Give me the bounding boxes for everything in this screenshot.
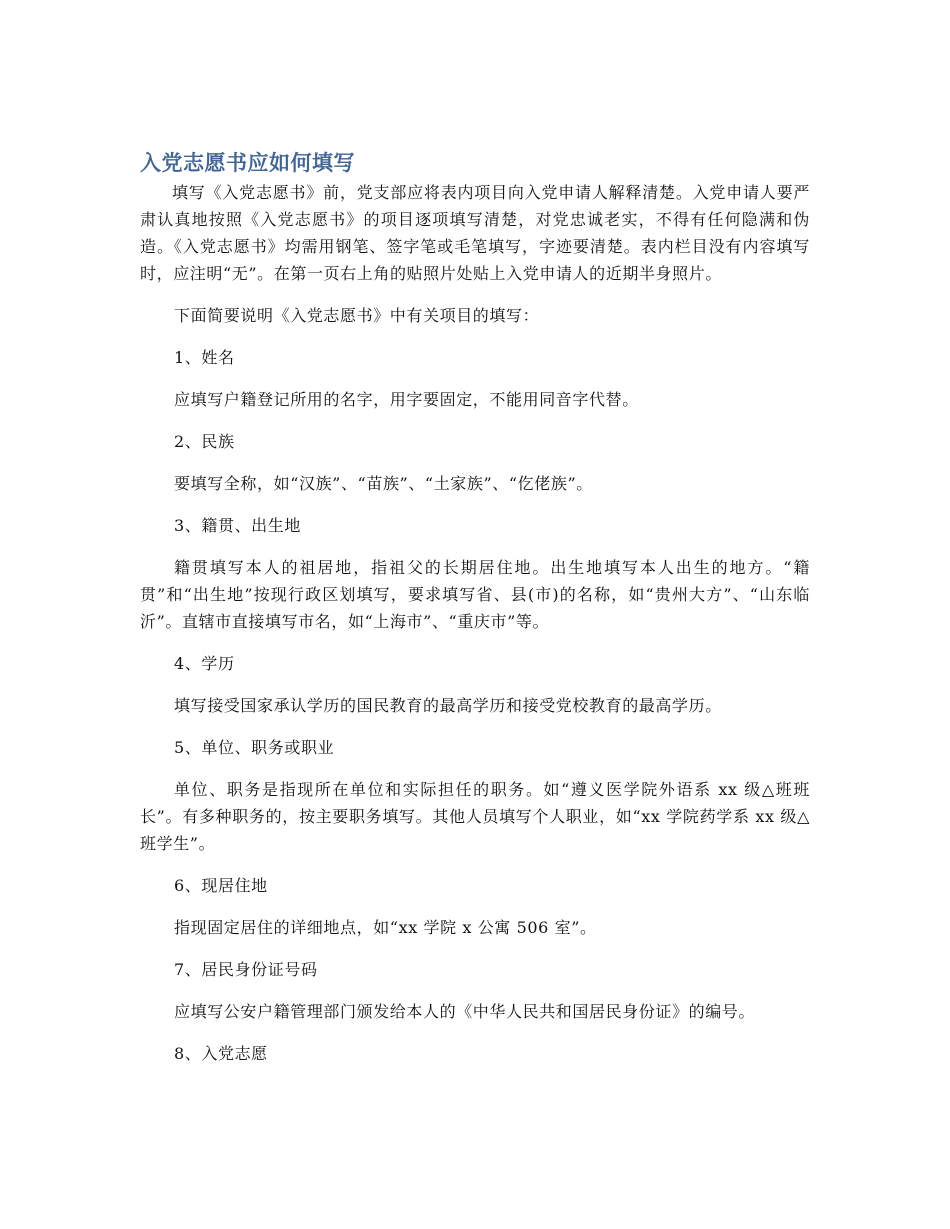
item-2-body: 要填写全称，如“汉族”、“苗族”、“土家族”、“仡佬族”。 (174, 474, 593, 493)
document-content (140, 148, 810, 1067)
item-4-body: 填写接受国家承认学历的国民教育的最高学历和接受党校教育的最高学历。 (174, 696, 722, 715)
item-2-heading: 2、民族 (174, 432, 235, 451)
item-5-body: 单位、职务是指现所在单位和实际担任的职务。如“遵义医学院外语系 xx 级△班班长”。有多种职务的，按主要职务填写。其他人员填写个人职业，如“xx 学院药学系 xx 级△班学生”。 (140, 780, 810, 853)
item-3-body: 籍贯填写本人的祖居地，指祖父的长期居住地。出生地填写本人出生的地方。“籍贯”和“出生地”按现行政区划填写，要求填写省、县(市)的名称，如“贵州大方”、“山东临沂”。直辖市直接填写市名，如“上海市”、“重庆市”等。 (140, 558, 810, 631)
item-6-body: 指现固定居住的详细地点，如“xx 学院 x 公寓 506 室”。 (174, 918, 597, 937)
document-title: 入党志愿书应如何填写 (140, 151, 355, 175)
intro-paragraph: 填写《入党志愿书》前，党支部应将表内项目向入党申请人解释清楚。入党申请人要严肃认真地按照《入党志愿书》的项目逐项填写清楚，对党忠诚老实，不得有任何隐满和伪造。《入党志愿书》均需用钢笔、签字笔或毛笔填写，字迹要清楚。表内栏目没有内容填写时，应注明“无”。在第一页右上角的贴照片处贴上入党申请人的近期半身照片。 (140, 183, 810, 283)
lead-paragraph: 下面简要说明《入党志愿书》中有关项目的填写： (174, 306, 540, 325)
item-5-heading: 5、单位、职务或职业 (174, 738, 335, 757)
item-7-body: 应填写公安户籍管理部门颁发给本人的《中华人民共和国居民身份证》的编号。 (174, 1002, 756, 1021)
item-8-heading: 8、入党志愿 (174, 1044, 268, 1063)
item-1-body: 应填写户籍登记所用的名字，用字要固定，不能用同音字代替。 (174, 390, 639, 409)
item-4-heading: 4、学历 (174, 654, 235, 673)
item-7-heading: 7、居民身份证号码 (174, 960, 318, 979)
item-6-heading: 6、现居住地 (174, 876, 268, 895)
item-3-heading: 3、籍贯、出生地 (174, 516, 301, 535)
item-1-heading: 1、姓名 (174, 348, 235, 367)
